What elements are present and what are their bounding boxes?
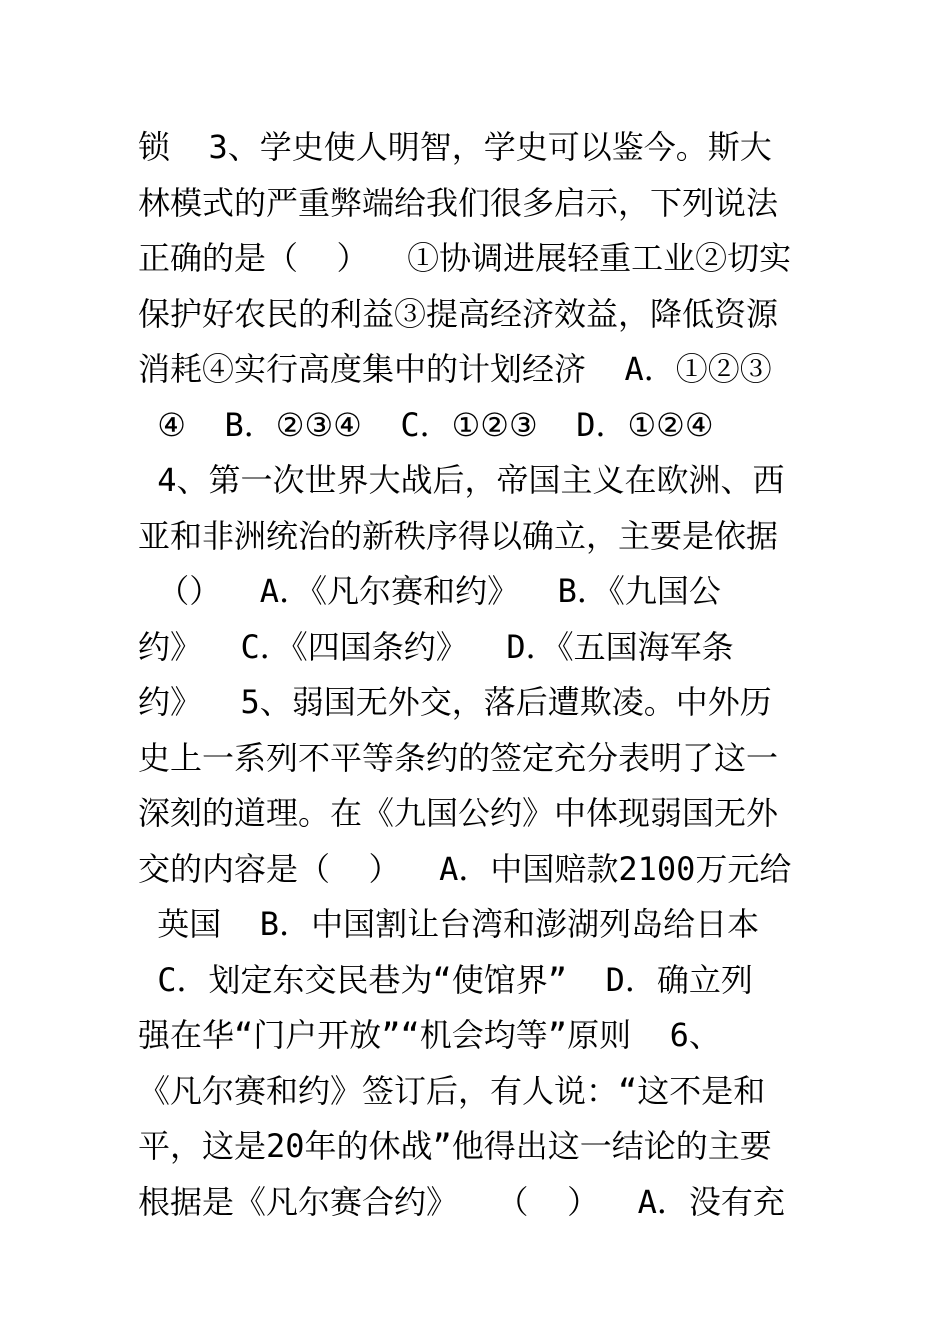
text-line: 正确的是（ ） ①协调进展轻重工业②切实 xyxy=(138,239,792,277)
text-line: （） A．《凡尔赛和约》 B．《九国公 xyxy=(138,572,721,610)
text-line: 交的内容是（ ） A．中国赔款2100万元给 xyxy=(138,849,792,888)
text-line: 《凡尔赛和约》签订后，有人说：“这不是和 xyxy=(138,1071,766,1110)
text-line: 英国 B．中国割让台湾和澎湖列岛给日本 xyxy=(138,905,760,943)
text-line: 锁 3、学史使人明智，学史可以鉴今。斯大 xyxy=(138,128,772,166)
text-line: 深刻的道理。在《九国公约》中体现弱国无外 xyxy=(138,794,779,832)
text-line: 约》 C．《四国条约》 D．《五国海军条 xyxy=(138,627,734,666)
text-line: 史上一系列不平等条约的签定充分表明了这一 xyxy=(138,738,779,777)
question-text-block xyxy=(138,120,818,1230)
text-line: 保护好农民的利益③提高经济效益，降低资源 xyxy=(138,294,779,333)
text-line: 平，这是20年的休战”他得出这一结论的主要 xyxy=(138,1127,772,1165)
text-line: ④ B．②③④ C．①②③ D．①②④ xyxy=(138,405,714,444)
text-line: C．划定东交民巷为“使馆界” D．确立列 xyxy=(138,960,753,999)
text-line: 亚和非洲统治的新秩序得以确立，主要是依据 xyxy=(138,516,779,555)
text-line: 约》 5、弱国无外交，落后遭欺凌。中外历 xyxy=(138,683,772,721)
text-line: 林模式的严重弊端给我们很多启示，下列说法 xyxy=(138,183,779,222)
text-line: 消耗④实行高度集中的计划经济 A．①②③ xyxy=(138,350,772,388)
text-line: 强在华“门户开放”“机会均等”原则 6、 xyxy=(138,1016,721,1054)
text-line: 4、第一次世界大战后，帝国主义在欧洲、西 xyxy=(138,461,785,499)
text-line: 根据是《凡尔赛合约》 （ ） A．没有充 xyxy=(138,1182,785,1221)
